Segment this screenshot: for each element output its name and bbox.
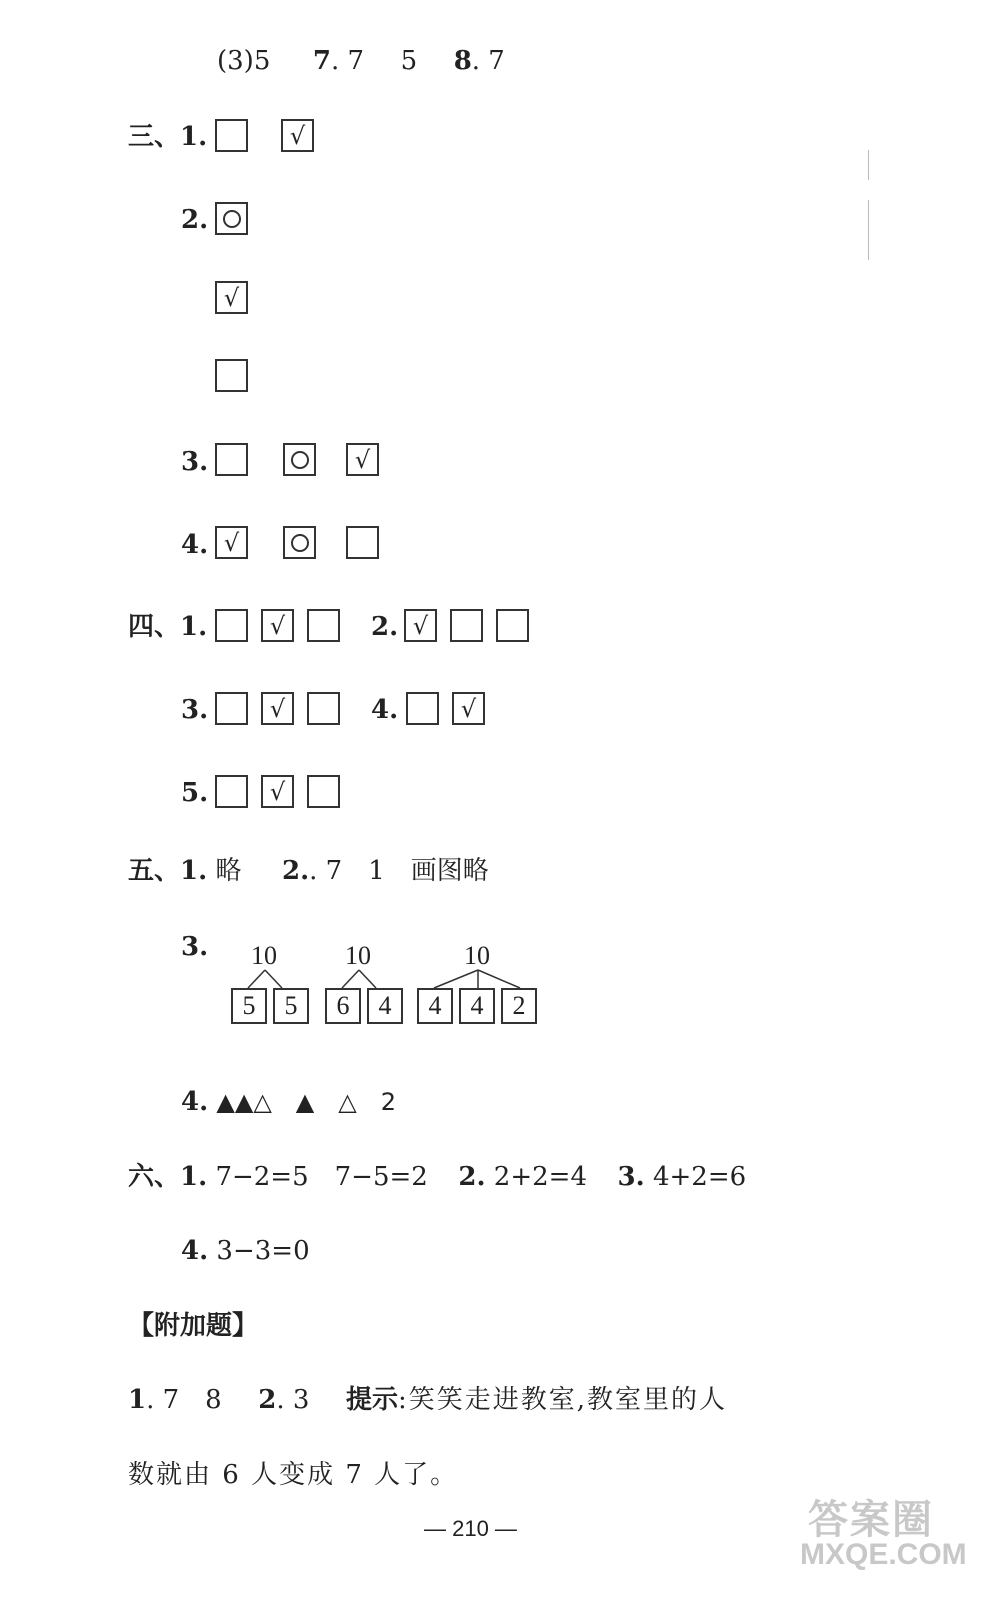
s4-q1-box-3 [307,609,340,642]
answer-8: . 7 [471,46,505,76]
margin-mark [868,200,869,260]
s4-q2-box-1: √ [404,609,437,642]
answer-6-3: (3)5 [217,46,271,76]
s5-q4-answer: ▲▲△ ▲ △ 2 [216,1088,396,1116]
tree-2-part-2: 4 [367,988,403,1024]
circle-icon [223,210,241,228]
answer-7b: 5 [400,46,418,76]
s3-q3-number: 3. [181,447,209,477]
tree-2-lines [342,970,376,988]
s6-q3-answer: 4+2=6 [652,1162,747,1192]
s6-q4-number: 4. [181,1236,209,1266]
question-number-7: 7 [312,46,331,76]
section-3-label: 三、1. [128,122,208,152]
watermark-logo: 答案圈 [808,1498,934,1542]
tree-3-part-1: 4 [417,988,453,1024]
s4-q5-box-3 [307,775,340,808]
watermark-url: MXQE.COM [800,1538,967,1571]
question-number-8: 8 [453,46,472,76]
extra-title: 【附加题】 [128,1311,259,1341]
circle-icon [291,534,309,552]
extra-q2-answer: . 3 [276,1385,310,1415]
s5-q2-answer: . 7 1 画图略 [309,856,489,886]
s6-line-2 [181,1236,310,1266]
s3-q3-box-1 [215,443,248,476]
s3-q1-box-2: √ [281,119,314,152]
s4-q3-box-3 [307,692,340,725]
s4-q3-box-1 [215,692,248,725]
s4-q4-box-2: √ [452,692,485,725]
s3-q2-number: 2. [181,205,209,235]
hint-label: 提示 [345,1385,398,1415]
s4-q2-box-2 [450,609,483,642]
s4-q4-number: 4. [371,695,399,725]
section-6-label: 六、 [128,1162,181,1192]
s6-q1-answer: 7−2=5 7−5=2 [215,1162,428,1192]
s4-q5-box-2: √ [261,775,294,808]
s6-q2-number: 2. [458,1162,486,1192]
s4-q4-box-1 [406,692,439,725]
tree-2-part-1: 6 [325,988,361,1024]
section-5-label: 五、 [128,856,181,886]
s5-q1-answer: 略 [215,856,242,886]
tree-3-part-2: 4 [459,988,495,1024]
tree-3-part-3: 2 [501,988,537,1024]
s6-line-1 [128,1162,746,1192]
s3-q4-box-2 [283,526,316,559]
circle-icon [291,451,309,469]
s6-q4-answer: 3−3=0 [216,1236,310,1266]
s3-q4-number: 4. [181,530,209,560]
page-number: — 210 — [424,1516,517,1541]
s4-q5-number: 5. [181,778,209,808]
s4-q1-box-2: √ [261,609,294,642]
tree-3-top: 10 [464,941,490,970]
s3-q3-box-2 [283,443,316,476]
tree-1-part-1: 5 [231,988,267,1024]
extra-line-1 [128,1385,727,1415]
s6-q2-answer: 2+2=4 [493,1162,587,1192]
s4-q2-number: 2. [371,612,399,642]
s3-q1-box-1 [215,119,248,152]
margin-mark [868,150,869,180]
s5-q2-number: 2. [281,856,310,886]
extra-q1-answer: . 7 8 [146,1385,222,1415]
s4-q5-box-1 [215,775,248,808]
s5-q1-number: 1. [180,856,208,886]
extra-q2-number: 2 [258,1385,277,1415]
s3-q4-box-3 [346,526,379,559]
s4-q1-box-1 [215,609,248,642]
answer-7: . 7 [331,46,365,76]
s4-q3-number: 3. [181,695,209,725]
tree-1-top: 10 [251,941,277,970]
s6-q1-number: 1. [180,1162,208,1192]
hint-text-line-2: 数就由 6 人变成 7 人了。 [128,1460,459,1490]
answer-line-top [217,46,505,76]
s5-q4-number: 4. [181,1087,209,1117]
s4-q2-box-3 [496,609,529,642]
s3-q2-box-1 [215,202,248,235]
s3-q4-box-1: √ [215,526,248,559]
tree-1-lines [248,970,282,988]
s5-line-1 [128,856,489,886]
s4-q3-box-2: √ [261,692,294,725]
tree-1-part-2: 5 [273,988,309,1024]
hint-text-line-1: :笑笑走进教室,教室里的人 [397,1385,727,1415]
section-4-label: 四、1. [128,612,208,642]
s3-q3-box-3: √ [346,443,379,476]
tree-3-lines [434,970,520,988]
s5-q4-line [181,1087,396,1117]
s6-q3-number: 3. [617,1162,645,1192]
s3-q2-box-3 [215,359,248,392]
extra-q1-number: 1 [128,1385,147,1415]
s5-q3-number: 3. [181,932,209,962]
tree-2-top: 10 [345,941,371,970]
s3-q2-box-2: √ [215,281,248,314]
